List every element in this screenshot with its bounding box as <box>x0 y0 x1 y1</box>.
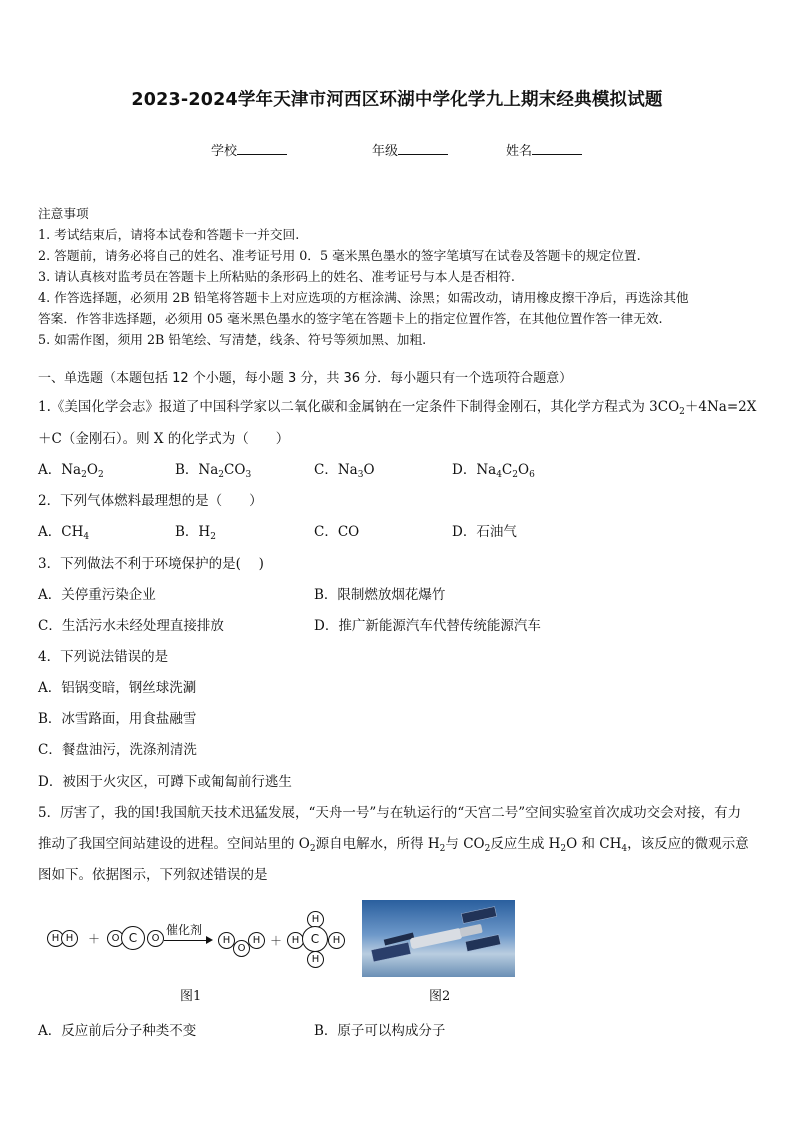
hydrogen-atom: H <box>328 932 345 949</box>
q5-sub: 4 <box>621 844 628 854</box>
q1-option-b-label: B．Na <box>175 462 219 478</box>
q5-sub: 2 <box>439 844 446 854</box>
q5-text-d: 反应生成 H <box>490 836 561 852</box>
q5-option-a[interactable]: A．反应前后分子种类不变 <box>38 1023 197 1039</box>
q3-option-c[interactable]: C．生活污水未经处理直接排放 <box>38 618 224 634</box>
note-item: 4. 作答选择题，必须用 2B 铅笔将答题卡上对应选项的方框涂满、涂黑；如需改动，请用橡皮擦干净后，再选涂其他 <box>38 290 689 305</box>
solar-panel <box>371 942 411 962</box>
q5-text-f: ，该反应的微观示意 <box>627 836 749 852</box>
solar-panel <box>465 935 500 952</box>
q1-option-a-label: A．Na <box>38 462 82 478</box>
q5-sub: 2 <box>560 844 567 854</box>
q5-stem-line3: 图如下。依据图示，下列叙述错误的是 <box>38 867 268 883</box>
q2-option-a-sub: 4 <box>83 532 90 542</box>
note-item: 2. 答题前，请务必将自己的姓名、准考证号用 0．5 毫米黑色墨水的签字笔填写在试卷及答题卡的规定位置. <box>38 248 641 263</box>
note-item: 5. 如需作图，须用 2B 铅笔绘、写清楚，线条、符号等须加黑、加粗. <box>38 332 427 347</box>
q1-option-d-sub2: 2 <box>512 470 518 480</box>
station-module <box>410 928 463 950</box>
hydrogen-atom: H <box>248 932 265 949</box>
q3-option-a[interactable]: A．关停重污染企业 <box>38 587 156 603</box>
q1-option-d-sub3: 6 <box>529 470 535 480</box>
q5-sub: 2 <box>484 844 491 854</box>
q1-option-d[interactable] <box>452 458 535 478</box>
q2-stem: 2．下列气体燃料最理想的是（ ） <box>38 493 263 509</box>
hydrogen-atom: H <box>47 930 64 947</box>
arrow-head-icon <box>206 936 213 944</box>
plus-sign: ＋ <box>88 932 101 946</box>
q1-option-b-sub1: 2 <box>218 470 225 480</box>
school-blank[interactable] <box>237 141 287 155</box>
hydrogen-atom: H <box>307 951 324 968</box>
hydrogen-atom: H <box>61 930 78 947</box>
q1-option-b-mid: CO <box>224 462 246 478</box>
notes-heading: 注意事项 <box>38 206 89 221</box>
q1-option-a[interactable] <box>38 458 104 478</box>
reaction-arrow <box>164 940 208 941</box>
q1-option-c-sub1: 3 <box>357 470 364 480</box>
q2-option-c[interactable]: C．CO <box>314 524 360 540</box>
q1-option-c[interactable] <box>314 458 375 478</box>
q2-option-a-label: A．CH <box>38 524 84 540</box>
q1-option-a-mid: O <box>86 462 98 478</box>
section-title: 一、单选题（本题包括 12 个小题，每小题 3 分，共 36 分．每小题只有一个选项符合题意） <box>38 371 573 386</box>
q1-option-d-mid: C <box>501 462 513 478</box>
q1-option-d-label: D．Na <box>452 462 497 478</box>
grade-blank[interactable] <box>398 141 448 155</box>
q1-stem-a: 1.《美国化学会志》报道了中国科学家以二氧化碳和金属钠在一定条件下制得金刚石，其化学方程式为 3CO <box>38 399 680 415</box>
exam-title: 2023-2024学年天津市河西区环湖中学化学九上期末经典模拟试题 <box>131 90 663 110</box>
q4-option-c[interactable]: C．餐盘油污，洗涤剂清洗 <box>38 742 197 758</box>
q5-stem-line1: 5．厉害了，我的国!我国航天技术迅猛发展，“天舟一号”与在轨运行的“天宫二号”空间实验室首次成功交会对接，有力 <box>38 805 742 821</box>
figure-1-caption: 图1 <box>180 989 202 1004</box>
oxygen-atom: O <box>147 930 164 947</box>
q1-option-a-sub2: 2 <box>97 470 104 480</box>
note-item: 答案．作答非选择题，必须用 05 毫米黑色墨水的签字笔在答题卡上的指定位置作答，在其他位置作答一律无效. <box>38 311 663 326</box>
grade-field[interactable] <box>372 140 448 159</box>
grade-label: 年级 <box>372 144 399 159</box>
q1-stem-line1 <box>38 395 756 415</box>
space-station-image <box>362 900 515 977</box>
catalyst-label: 催化剂 <box>166 923 203 937</box>
q3-stem: 3．下列做法不利于环境保护的是( ) <box>38 556 264 572</box>
q3-option-d[interactable]: D．推广新能源汽车代替传统能源汽车 <box>314 618 541 634</box>
q4-option-a[interactable]: A．铝锅变暗，钢丝球洗涮 <box>38 680 197 696</box>
q1-option-b[interactable] <box>175 458 251 478</box>
note-item: 1. 考试结束后，请将本试卷和答题卡一并交回. <box>38 227 300 242</box>
name-field[interactable] <box>506 140 582 159</box>
q5-text-b: 源自电解水，所得 H <box>315 836 440 852</box>
q5-option-b[interactable]: B．原子可以构成分子 <box>314 1023 446 1039</box>
q1-option-c-mid: O <box>363 462 375 478</box>
q4-option-d[interactable]: D．被困于火灾区，可蹲下或匍匐前行逃生 <box>38 774 292 790</box>
school-label: 学校 <box>211 144 238 159</box>
q2-option-a[interactable] <box>38 520 89 540</box>
q5-text-a: 推动了我国空间站建设的进程。空间站里的 O <box>38 836 310 852</box>
solar-panel <box>384 932 415 945</box>
solar-panel <box>461 907 496 924</box>
q5-text-c: 与 CO <box>445 836 485 852</box>
notes-block <box>38 203 760 350</box>
note-item: 3. 请认真核对监考员在答题卡上所粘贴的条形码上的姓名、准考证号与本人是否相符. <box>38 269 515 284</box>
q2-option-b-label: B．H <box>175 524 211 540</box>
q1-stem-tail: ＋4Na=2X <box>684 399 757 415</box>
hydrogen-atom: H <box>218 932 235 949</box>
plus-sign: ＋ <box>270 934 283 948</box>
q1-sub: 2 <box>679 407 685 417</box>
figure-2-caption: 图2 <box>429 989 451 1004</box>
name-blank[interactable] <box>532 141 582 155</box>
oxygen-atom: O <box>233 940 250 957</box>
station-module <box>459 924 482 937</box>
q5-text-e: O 和 CH <box>566 836 622 852</box>
q3-option-b[interactable]: B．限制燃放烟花爆竹 <box>314 587 446 603</box>
carbon-atom: C <box>302 926 328 952</box>
q1-option-b-sub2: 3 <box>245 470 252 480</box>
q1-option-a-sub1: 2 <box>81 470 87 480</box>
q5-sub: 2 <box>309 844 316 854</box>
space-station-illustration <box>362 900 515 977</box>
q2-option-b-sub: 2 <box>210 532 216 542</box>
hydrogen-atom: H <box>307 911 324 928</box>
q1-option-c-label: C．Na <box>314 462 358 478</box>
q1-option-d-mid2: O <box>518 462 530 478</box>
hydrogen-atom: H <box>287 932 304 949</box>
name-label: 姓名 <box>506 144 533 159</box>
q4-stem: 4．下列说法错误的是 <box>38 649 169 665</box>
q2-option-b[interactable] <box>175 520 216 540</box>
carbon-atom: C <box>121 926 145 950</box>
q5-stem-line2 <box>38 832 749 852</box>
student-info-fields <box>0 140 794 160</box>
q1-option-d-sub1: 4 <box>496 470 502 480</box>
q2-option-d[interactable]: D．石油气 <box>452 524 517 540</box>
oxygen-atom: O <box>107 930 124 947</box>
q4-option-b[interactable]: B．冰雪路面，用食盐融雪 <box>38 711 197 727</box>
school-field[interactable] <box>211 140 287 159</box>
q1-stem-line2: ＋C（金刚石）。则 X 的化学式为（ ） <box>38 431 290 447</box>
